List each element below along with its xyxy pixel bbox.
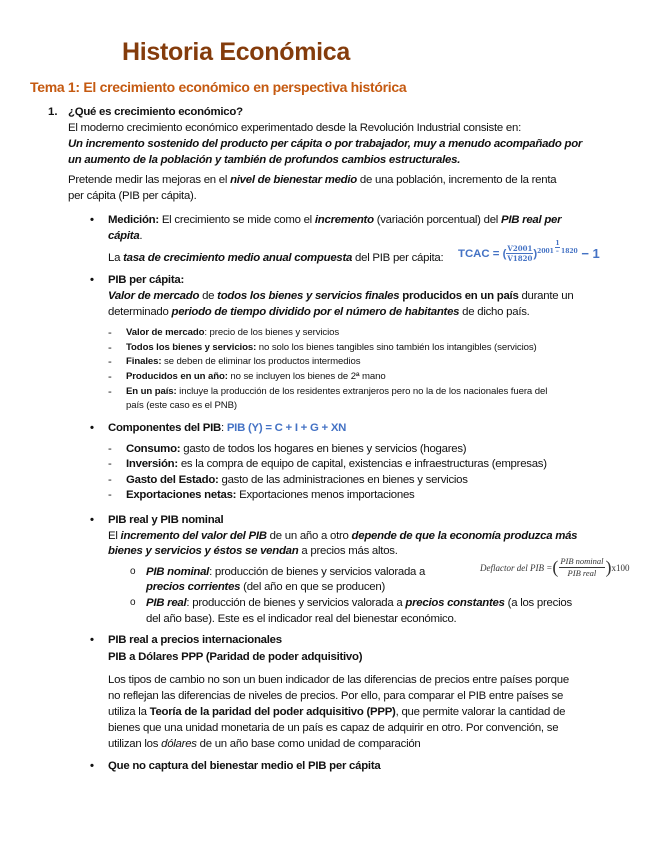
text-segment: Producidos en un año:: [126, 371, 228, 382]
text-segment: depende de que la economía produzca más: [351, 530, 578, 542]
text-segment: Los tipos de cambio no son un buen indicador de las diferencias de precios entre países porque: [108, 674, 569, 686]
text-segment: (variación porcentual) del: [373, 214, 502, 226]
text-segment: no se incluyen los bienes de 2ª mano: [227, 371, 386, 382]
text-segment: : producción de bienes y servicios valorada a: [209, 566, 426, 578]
text-segment: del año base). Este es el indicador real del bienestar económico.: [146, 613, 457, 625]
text-segment: incremento del valor del PIB: [120, 530, 267, 542]
text-line: [146, 611, 456, 627]
text-line: [108, 228, 142, 244]
text-line: [126, 325, 339, 341]
text-segment: bienes y servicios y éstos se vendan: [108, 545, 299, 557]
text-segment: , que permite valorar la cantidad de: [395, 706, 566, 718]
text-line: [108, 304, 530, 320]
text-line: [108, 736, 421, 752]
text-segment: Exportaciones menos importaciones: [236, 489, 415, 501]
text-line: [108, 649, 362, 665]
text-line: [68, 172, 556, 188]
text-segment: El crecimiento se mide como el: [161, 214, 315, 226]
text-segment: periodo de tiempo dividido por el número de habitantes: [171, 306, 460, 318]
text-segment: todos los bienes y servicios finales: [217, 290, 400, 302]
text-segment: utilizan los: [108, 738, 162, 750]
text-segment: determinado: [108, 306, 172, 318]
bullet-marker: •: [90, 214, 94, 226]
dash-marker: -: [108, 458, 112, 470]
text-segment: :: [220, 422, 227, 434]
text-segment: Gasto del Estado:: [126, 474, 219, 486]
text-segment: .: [139, 230, 143, 242]
text-segment: PIB a Dólares PPP (Paridad de poder adquisitivo): [108, 651, 363, 663]
text-segment: se deben de eliminar los productos intermedios: [161, 356, 361, 367]
text-segment: Consumo:: [126, 443, 181, 455]
text-line: [108, 250, 446, 266]
text-segment: país (este caso es el PNB): [126, 400, 237, 411]
text-segment: PIB real: [146, 597, 187, 609]
formula-fraction: [506, 244, 533, 263]
text-segment: Todos los bienes y servicios:: [126, 342, 257, 353]
text-segment: de una población, incremento de la renta: [357, 174, 557, 186]
text-segment: bienes que una unidad monetaria de un país es capaz de adquirir en otro. Por convención, se: [108, 722, 559, 734]
text-segment: (del año en que se producen): [240, 581, 385, 593]
text-segment: ¿Qué es crecimiento económico?: [68, 106, 243, 118]
text-line: [146, 595, 572, 611]
deflator-numerator: PIB nominal: [560, 556, 604, 566]
text-segment: En un país:: [126, 386, 177, 397]
deflator-fraction: [559, 556, 604, 579]
bullet-marker: •: [90, 634, 94, 646]
dash-marker: -: [108, 356, 112, 368]
text-segment: PIB real per: [501, 214, 562, 226]
text-segment: precios constantes: [405, 597, 505, 609]
text-segment: (a los precios: [504, 597, 572, 609]
text-segment: Un incremento sostenido del producto per cápita o por trabajador, muy a menudo acompañado por: [68, 138, 583, 150]
text-segment: a precios más altos.: [298, 545, 398, 557]
dash-marker: -: [108, 386, 112, 398]
text-line: [68, 136, 582, 152]
text-line: [108, 528, 577, 544]
circle-marker: o: [130, 597, 136, 608]
text-segment: Que no captura del bienestar medio el PIB per cápita: [108, 760, 381, 772]
text-line: [126, 472, 468, 488]
circle-marker: o: [130, 566, 136, 577]
text-line: [108, 420, 346, 436]
formula-tail: − 1: [577, 246, 600, 261]
text-segment: es la compra de equipo de capital, existencias e infraestructuras (empresas): [177, 458, 547, 470]
text-line: [126, 456, 547, 472]
text-segment: PIB real y PIB nominal: [108, 514, 224, 526]
text-segment: un aumento de la población y también de profundos cambios estructurales.: [68, 154, 461, 166]
text-segment: Pretende medir las mejoras en el: [68, 174, 231, 186]
text-segment: de dicho país.: [459, 306, 530, 318]
formula-denominator: V1820: [507, 254, 533, 263]
text-line: [108, 212, 561, 228]
text-segment: utiliza la: [108, 706, 150, 718]
bullet-marker: •: [90, 422, 94, 434]
text-segment: Valor de mercado: [126, 327, 205, 338]
dash-marker: -: [108, 443, 112, 455]
bullet-marker: •: [90, 514, 94, 526]
text-line: [68, 104, 243, 120]
text-line: [68, 188, 197, 204]
formula-lhs: TCAC = (: [458, 247, 507, 260]
text-segment: Exportaciones netas:: [126, 489, 237, 501]
text-line: [108, 512, 223, 528]
formula-close: ): [533, 247, 538, 260]
dash-marker: -: [108, 371, 112, 383]
text-line: [108, 688, 563, 704]
text-segment: : precio de los bienes y servicios: [204, 327, 340, 338]
text-segment: PIB per cápita:: [108, 274, 185, 286]
text-segment: Teoría de la paridad del poder adquisitivo (PPP): [149, 706, 396, 718]
text-segment: no solo los bienes tangibles sino también los intangibles (servicios): [256, 342, 537, 353]
text-segment: cápita: [108, 230, 140, 242]
text-line: [126, 441, 466, 457]
document-title: Historia Económica: [122, 38, 350, 66]
deflator-denominator: PIB real: [567, 568, 597, 578]
text-line: [68, 120, 521, 136]
text-line: [108, 288, 573, 304]
text-segment: Finales:: [126, 356, 162, 367]
text-segment: incluye la producción de los residentes extranjeros pero no la de los nacionales fuera del: [176, 386, 548, 397]
text-line: [126, 487, 415, 503]
text-segment: Inversión:: [126, 458, 178, 470]
text-line: [126, 354, 360, 370]
text-segment: durante un: [518, 290, 574, 302]
exponent-numerator: 1: [555, 240, 560, 247]
text-segment: Medición:: [108, 214, 162, 226]
text-segment: El: [108, 530, 121, 542]
text-line: [108, 632, 282, 648]
deflator-lhs: Deflactor del PIB =: [480, 562, 553, 573]
exponent-denominator: 2001 – 1820: [537, 248, 578, 255]
text-segment: Componentes del PIB: [108, 422, 221, 434]
text-line: [68, 152, 460, 168]
dash-marker: -: [108, 342, 112, 354]
text-segment: per cápita (PIB per cápita).: [68, 190, 197, 202]
text-line: [146, 579, 385, 595]
text-line: [108, 758, 380, 774]
text-segment: gasto de las administraciones en bienes y servicios: [218, 474, 468, 486]
text-segment: de: [199, 290, 218, 302]
text-segment: PIB real a precios internacionales: [108, 634, 282, 646]
text-segment: La: [108, 252, 124, 264]
deflator-formula: Deflactor del PIB = ( $\frac{\text{PIB nominal}}{\text{PIB real}}$ ) x100: [480, 556, 630, 578]
text-line: [108, 543, 398, 559]
text-segment: gasto de todos los hogares en bienes y servicios (hogares): [180, 443, 467, 455]
text-segment: nivel de bienestar medio: [230, 174, 357, 186]
text-line: [108, 672, 569, 688]
bullet-marker: •: [90, 760, 94, 772]
text-segment: tasa de crecimiento medio anual compuesta: [123, 252, 353, 264]
text-segment: dólares: [161, 738, 197, 750]
formula-numerator: V2001: [507, 244, 533, 253]
deflator-tail: x100: [611, 562, 630, 573]
formula-exponent: [537, 240, 578, 255]
text-line: [126, 369, 386, 385]
dash-marker: -: [108, 327, 112, 339]
text-segment: PIB nominal: [146, 566, 210, 578]
text-segment: El moderno crecimiento económico experimentado desde la Revolución Industrial consiste en:: [68, 122, 521, 134]
dash-marker: -: [108, 489, 112, 501]
text-segment: no reflejan las diferencias de niveles de precios. Por ello, para comparar el PIB entre países se: [108, 690, 564, 702]
text-segment: del PIB per cápita:: [352, 252, 447, 264]
section-number: 1.: [48, 106, 58, 118]
text-line: [108, 720, 558, 736]
formula-text: PIB (Y) = C + I + G + XN: [226, 422, 347, 434]
bullet-marker: •: [90, 274, 94, 286]
text-segment: Valor de mercado: [108, 290, 200, 302]
text-line: [108, 704, 565, 720]
text-segment: de un año a otro: [266, 530, 352, 542]
topic-heading: Tema 1: El crecimiento económico en perspectiva histórica: [30, 79, 407, 95]
text-line: [126, 398, 237, 414]
text-segment: : producción de bienes y servicios valorada a: [186, 597, 406, 609]
text-segment: incremento: [314, 214, 374, 226]
text-segment: precios corrientes: [146, 581, 241, 593]
text-segment: producidos en un país: [399, 290, 519, 302]
dash-marker: -: [108, 474, 112, 486]
text-line: [108, 272, 184, 288]
tcac-formula: [458, 240, 600, 263]
text-line: [146, 564, 425, 580]
text-segment: de un año base como unidad de comparación: [196, 738, 421, 750]
